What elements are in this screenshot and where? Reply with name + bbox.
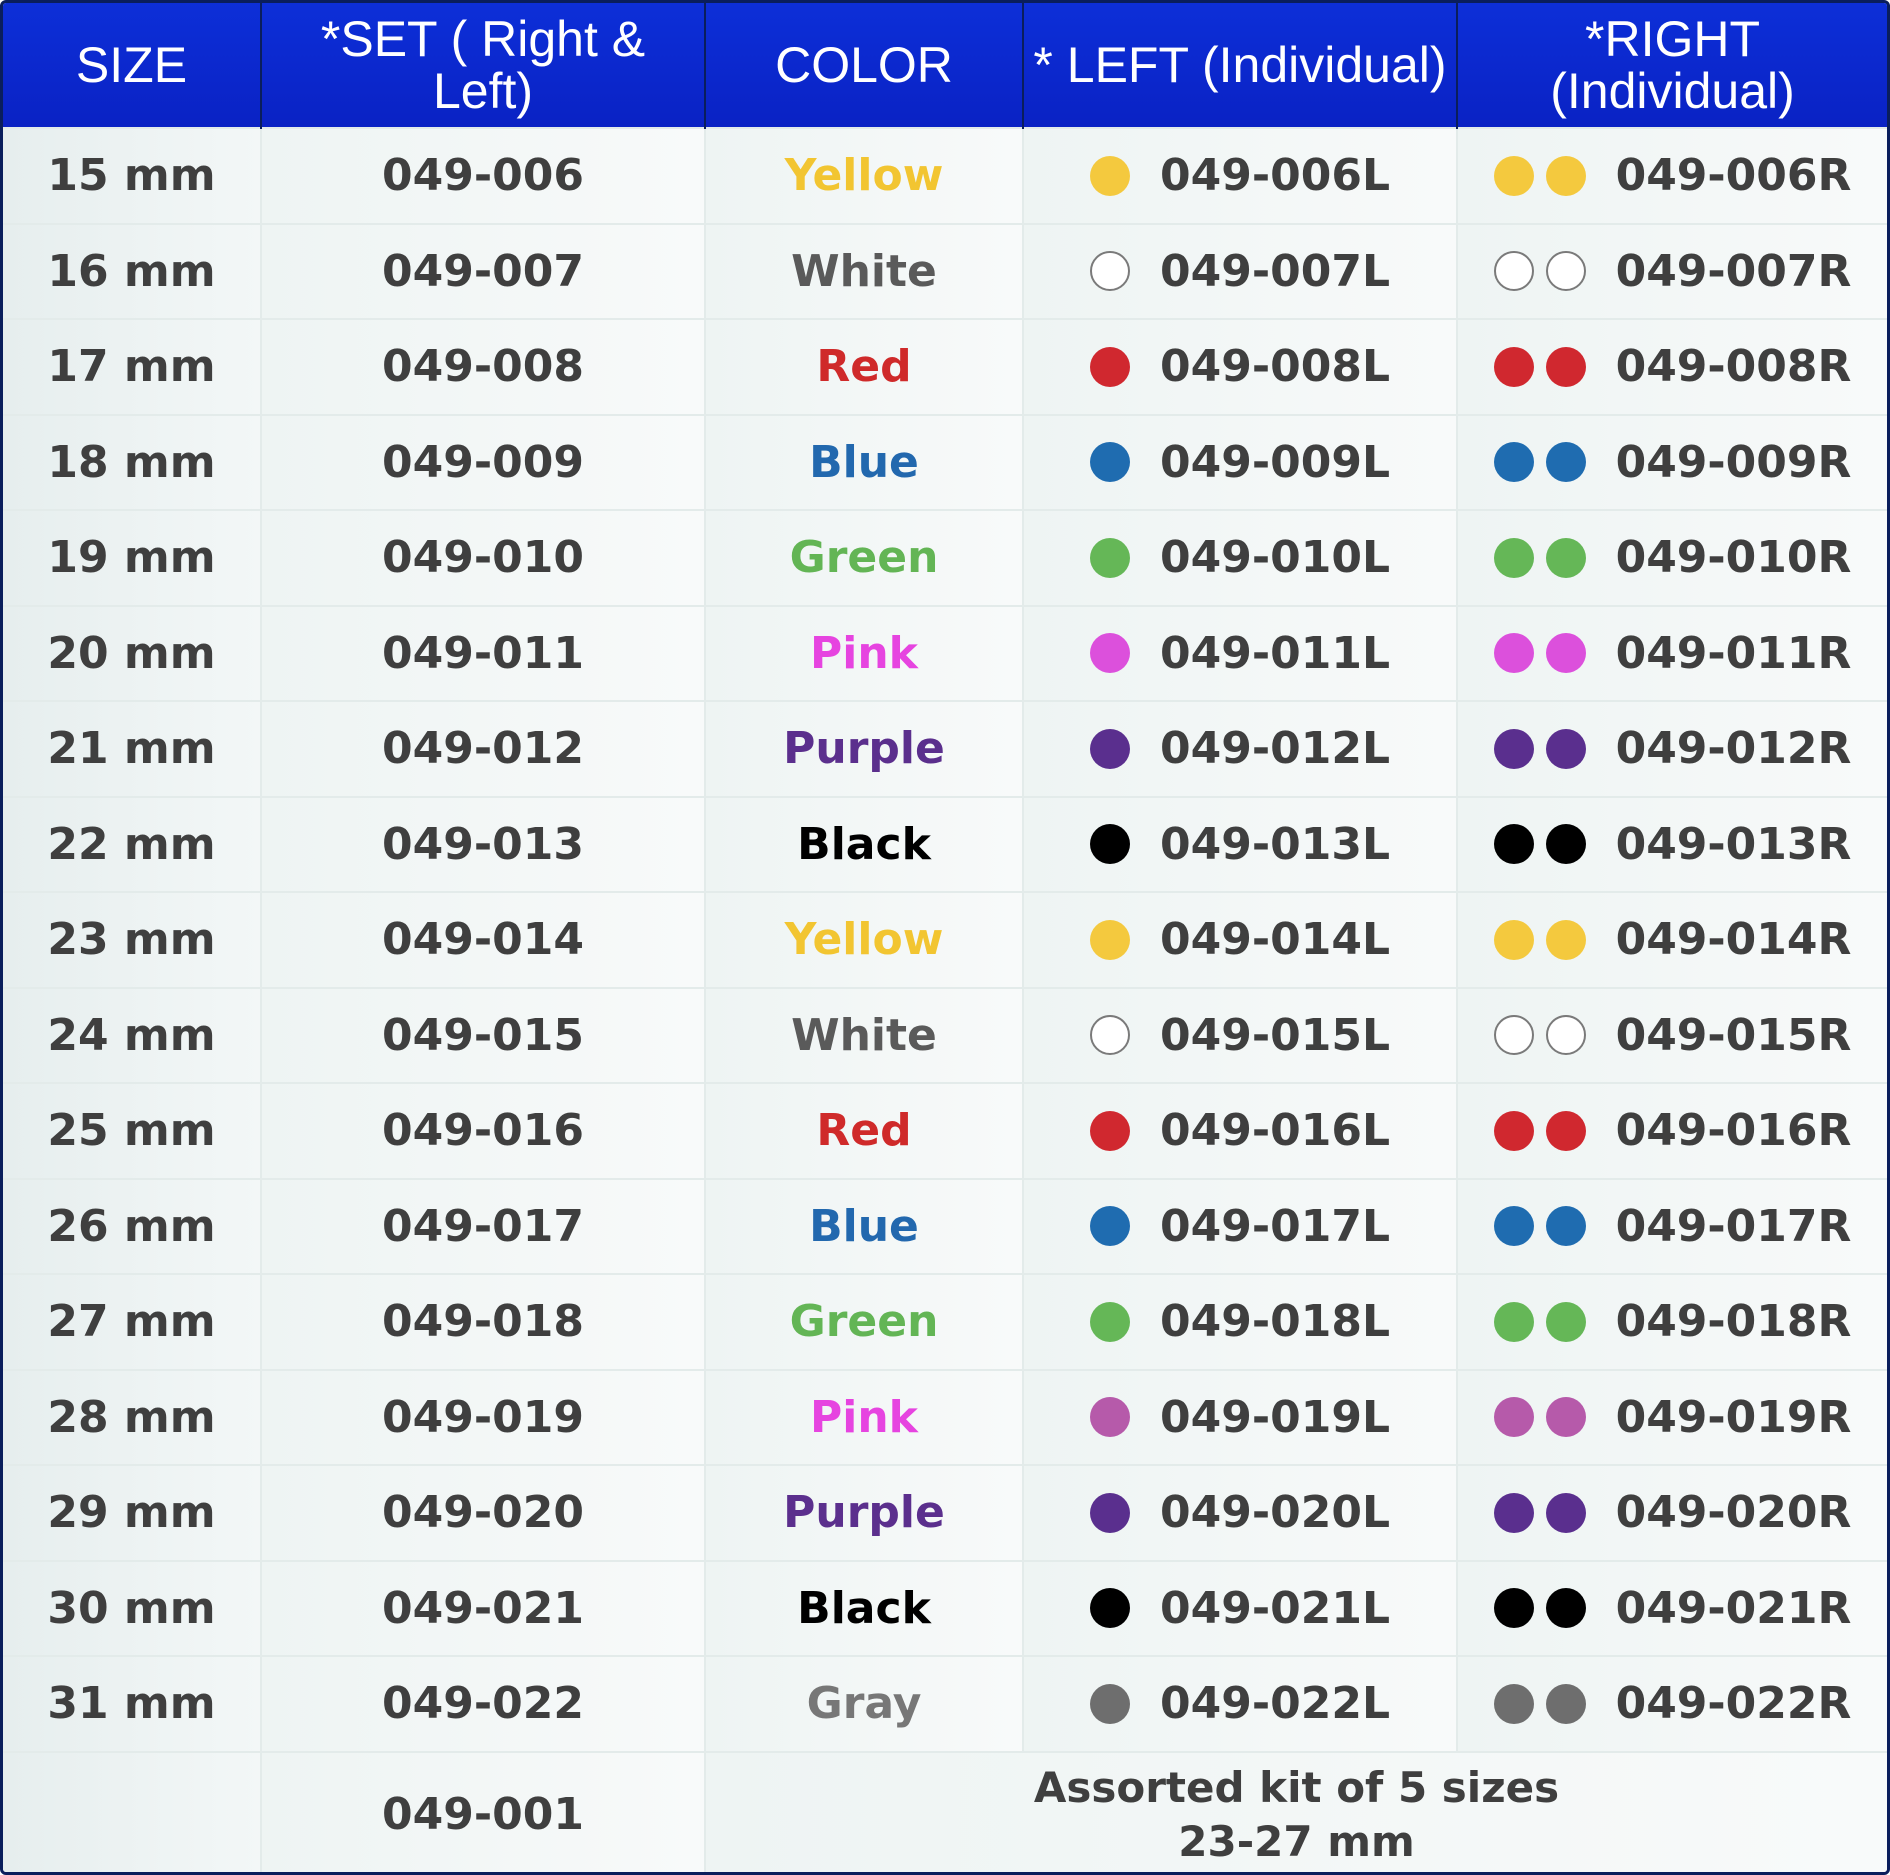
left-code-cell xyxy=(1023,1370,1457,1466)
table-row xyxy=(3,510,1887,606)
color-dot-icon xyxy=(1494,442,1534,482)
kit-description-line1: Assorted kit of 5 sizes xyxy=(1033,1762,1560,1812)
color-dot-icon xyxy=(1494,538,1534,578)
table-header-row xyxy=(3,3,1887,128)
color-dot-icon xyxy=(1090,442,1130,482)
left-code-cell xyxy=(1023,510,1457,606)
set-code-cell: 049-019 xyxy=(261,1370,705,1466)
color-name-cell: Red xyxy=(705,319,1023,415)
left-code-cell xyxy=(1023,1179,1457,1275)
color-dot-pair xyxy=(1494,1493,1586,1533)
header-left: * LEFT (Individual) xyxy=(1023,3,1457,128)
set-code-cell: 049-016 xyxy=(261,1083,705,1179)
table-row xyxy=(3,415,1887,511)
right-code-cell xyxy=(1457,797,1887,893)
color-dot-icon xyxy=(1546,156,1586,196)
set-code-cell: 049-021 xyxy=(261,1561,705,1657)
color-dot-icon xyxy=(1546,920,1586,960)
right-code: 049-012R xyxy=(1615,723,1852,775)
left-code-cell xyxy=(1023,319,1457,415)
set-code-cell: 049-018 xyxy=(261,1274,705,1370)
color-dot-icon xyxy=(1546,729,1586,769)
size-cell: 27 mm xyxy=(3,1274,261,1370)
table-row xyxy=(3,1465,1887,1561)
color-dot-icon xyxy=(1090,1493,1130,1533)
color-dot-pair xyxy=(1494,1206,1586,1246)
kit-description xyxy=(705,1752,1887,1875)
set-code-cell: 049-011 xyxy=(261,606,705,702)
color-dot-icon xyxy=(1494,1206,1534,1246)
color-dot-icon xyxy=(1546,347,1586,387)
color-name-cell: Pink xyxy=(705,1370,1023,1466)
table-row xyxy=(3,1274,1887,1370)
color-name-cell: Purple xyxy=(705,1465,1023,1561)
color-name-cell: Blue xyxy=(705,415,1023,511)
header-right: *RIGHT (Individual) xyxy=(1457,3,1887,128)
color-dot-icon xyxy=(1090,1588,1130,1628)
color-dot-icon xyxy=(1090,729,1130,769)
right-code: 049-016R xyxy=(1615,1105,1852,1157)
right-code: 049-009R xyxy=(1615,436,1852,488)
color-dot-icon xyxy=(1090,824,1130,864)
left-code-cell xyxy=(1023,1465,1457,1561)
left-code: 049-018L xyxy=(1160,1296,1390,1348)
right-code-cell xyxy=(1457,224,1887,320)
color-dot-pair xyxy=(1494,1302,1586,1342)
right-code-cell xyxy=(1457,510,1887,606)
color-name-cell: Red xyxy=(705,1083,1023,1179)
color-dot-icon xyxy=(1090,156,1130,196)
table-row xyxy=(3,224,1887,320)
header-color: COLOR xyxy=(705,3,1023,128)
color-name-cell: Yellow xyxy=(705,128,1023,224)
color-dot-pair xyxy=(1494,1684,1586,1724)
color-dot-icon xyxy=(1090,347,1130,387)
color-dot-pair xyxy=(1494,538,1586,578)
size-cell: 21 mm xyxy=(3,701,261,797)
size-cell: 31 mm xyxy=(3,1656,261,1752)
color-dot-icon xyxy=(1546,824,1586,864)
color-dot-icon xyxy=(1546,1588,1586,1628)
right-code-cell xyxy=(1457,606,1887,702)
left-code-cell xyxy=(1023,1561,1457,1657)
color-dot-icon xyxy=(1546,1684,1586,1724)
color-dot-icon xyxy=(1494,1111,1534,1151)
right-code: 049-019R xyxy=(1615,1391,1852,1443)
color-dot-icon xyxy=(1494,729,1534,769)
left-code-cell xyxy=(1023,1274,1457,1370)
color-dot-pair xyxy=(1494,920,1586,960)
color-dot-pair xyxy=(1494,1588,1586,1628)
left-code: 049-021L xyxy=(1160,1582,1390,1634)
size-cell: 24 mm xyxy=(3,988,261,1084)
left-code: 049-008L xyxy=(1160,341,1390,393)
set-code-cell: 049-008 xyxy=(261,319,705,415)
color-dot-pair xyxy=(1494,251,1586,291)
color-dot-icon xyxy=(1546,633,1586,673)
right-code: 049-008R xyxy=(1615,341,1852,393)
color-dot-pair xyxy=(1494,1397,1586,1437)
right-code-cell xyxy=(1457,1561,1887,1657)
color-dot-icon xyxy=(1546,1015,1586,1055)
size-cell: 28 mm xyxy=(3,1370,261,1466)
right-code-cell xyxy=(1457,1656,1887,1752)
right-code-cell xyxy=(1457,1274,1887,1370)
right-code-cell xyxy=(1457,1179,1887,1275)
color-name-cell: Gray xyxy=(705,1656,1023,1752)
product-code-table xyxy=(3,3,1887,1875)
right-code-cell xyxy=(1457,1465,1887,1561)
left-code-cell xyxy=(1023,128,1457,224)
color-dot-icon xyxy=(1494,1015,1534,1055)
table-row xyxy=(3,1561,1887,1657)
color-dot-icon xyxy=(1494,347,1534,387)
right-code: 049-021R xyxy=(1615,1582,1852,1634)
color-dot-icon xyxy=(1494,1588,1534,1628)
color-dot-icon xyxy=(1546,1493,1586,1533)
right-code-cell xyxy=(1457,1083,1887,1179)
size-cell: 20 mm xyxy=(3,606,261,702)
right-code: 049-018R xyxy=(1615,1296,1852,1348)
right-code-cell xyxy=(1457,1370,1887,1466)
right-code-cell xyxy=(1457,892,1887,988)
table-row xyxy=(3,988,1887,1084)
header-size: SIZE xyxy=(3,3,261,128)
color-name-cell: Black xyxy=(705,1561,1023,1657)
right-code-cell xyxy=(1457,415,1887,511)
color-dot-pair xyxy=(1494,1111,1586,1151)
table-row xyxy=(3,701,1887,797)
color-name-cell: Green xyxy=(705,1274,1023,1370)
left-code: 049-016L xyxy=(1160,1105,1390,1157)
size-cell: 22 mm xyxy=(3,797,261,893)
right-code: 049-020R xyxy=(1615,1487,1852,1539)
table-row xyxy=(3,1179,1887,1275)
color-name-cell: Purple xyxy=(705,701,1023,797)
left-code: 049-006L xyxy=(1160,150,1390,202)
color-dot-icon xyxy=(1090,1684,1130,1724)
kit-size-cell xyxy=(3,1752,261,1875)
kit-row xyxy=(3,1752,1887,1875)
color-dot-icon xyxy=(1546,442,1586,482)
left-code: 049-020L xyxy=(1160,1487,1390,1539)
size-cell: 26 mm xyxy=(3,1179,261,1275)
left-code: 049-017L xyxy=(1160,1200,1390,1252)
right-code: 049-017R xyxy=(1615,1200,1852,1252)
size-cell: 16 mm xyxy=(3,224,261,320)
left-code: 049-013L xyxy=(1160,818,1390,870)
left-code: 049-010L xyxy=(1160,532,1390,584)
color-dot-icon xyxy=(1494,156,1534,196)
color-dot-icon xyxy=(1494,633,1534,673)
right-code: 049-006R xyxy=(1615,150,1852,202)
left-code-cell xyxy=(1023,988,1457,1084)
color-name-cell: Yellow xyxy=(705,892,1023,988)
left-code-cell xyxy=(1023,701,1457,797)
color-dot-icon xyxy=(1546,1302,1586,1342)
set-code-cell: 049-006 xyxy=(261,128,705,224)
color-dot-icon xyxy=(1090,1302,1130,1342)
size-cell: 18 mm xyxy=(3,415,261,511)
color-dot-icon xyxy=(1546,538,1586,578)
size-cell: 30 mm xyxy=(3,1561,261,1657)
left-code: 049-012L xyxy=(1160,723,1390,775)
set-code-cell: 049-007 xyxy=(261,224,705,320)
color-name-cell: Pink xyxy=(705,606,1023,702)
right-code: 049-013R xyxy=(1615,818,1852,870)
set-code-cell: 049-017 xyxy=(261,1179,705,1275)
left-code-cell xyxy=(1023,415,1457,511)
right-code: 049-014R xyxy=(1615,914,1852,966)
color-dot-icon xyxy=(1090,251,1130,291)
color-dot-icon xyxy=(1090,1111,1130,1151)
size-cell: 23 mm xyxy=(3,892,261,988)
left-code-cell xyxy=(1023,797,1457,893)
set-code-cell: 049-009 xyxy=(261,415,705,511)
size-cell: 19 mm xyxy=(3,510,261,606)
color-dot-icon xyxy=(1494,1493,1534,1533)
left-code: 049-022L xyxy=(1160,1678,1390,1730)
color-dot-icon xyxy=(1494,1397,1534,1437)
left-code: 049-011L xyxy=(1160,627,1390,679)
color-name-cell: White xyxy=(705,224,1023,320)
color-dot-icon xyxy=(1090,1015,1130,1055)
left-code-cell xyxy=(1023,606,1457,702)
kit-set-code: 049-001 xyxy=(261,1752,705,1875)
left-code: 049-007L xyxy=(1160,245,1390,297)
right-code: 049-010R xyxy=(1615,532,1852,584)
color-dot-icon xyxy=(1494,251,1534,291)
right-code: 049-011R xyxy=(1615,627,1852,679)
table-row xyxy=(3,1083,1887,1179)
color-dot-icon xyxy=(1090,1397,1130,1437)
color-dot-icon xyxy=(1546,1206,1586,1246)
kit-description-line2: 23-27 mm xyxy=(1178,1816,1415,1866)
color-name-cell: Green xyxy=(705,510,1023,606)
set-code-cell: 049-015 xyxy=(261,988,705,1084)
left-code: 049-015L xyxy=(1160,1009,1390,1061)
color-dot-icon xyxy=(1546,1111,1586,1151)
color-name-cell: Blue xyxy=(705,1179,1023,1275)
color-dot-icon xyxy=(1090,538,1130,578)
left-code: 049-019L xyxy=(1160,1391,1390,1443)
table-row xyxy=(3,128,1887,224)
color-dot-icon xyxy=(1494,1302,1534,1342)
right-code-cell xyxy=(1457,319,1887,415)
color-dot-pair xyxy=(1494,633,1586,673)
color-dot-icon xyxy=(1494,824,1534,864)
size-cell: 15 mm xyxy=(3,128,261,224)
size-cell: 25 mm xyxy=(3,1083,261,1179)
size-cell: 17 mm xyxy=(3,319,261,415)
left-code-cell xyxy=(1023,1656,1457,1752)
set-code-cell: 049-020 xyxy=(261,1465,705,1561)
color-name-cell: White xyxy=(705,988,1023,1084)
color-dot-icon xyxy=(1494,1684,1534,1724)
set-code-cell: 049-010 xyxy=(261,510,705,606)
left-code-cell xyxy=(1023,224,1457,320)
color-dot-pair xyxy=(1494,729,1586,769)
table-row xyxy=(3,319,1887,415)
table-row xyxy=(3,1656,1887,1752)
set-code-cell: 049-022 xyxy=(261,1656,705,1752)
table-row xyxy=(3,892,1887,988)
color-dot-icon xyxy=(1090,920,1130,960)
color-dot-pair xyxy=(1494,442,1586,482)
color-dot-icon xyxy=(1546,251,1586,291)
color-dot-pair xyxy=(1494,824,1586,864)
right-code: 049-015R xyxy=(1615,1009,1852,1061)
set-code-cell: 049-012 xyxy=(261,701,705,797)
color-dot-icon xyxy=(1090,1206,1130,1246)
table-row xyxy=(3,1370,1887,1466)
color-dot-icon xyxy=(1546,1397,1586,1437)
table-row xyxy=(3,606,1887,702)
color-dot-pair xyxy=(1494,347,1586,387)
left-code: 049-009L xyxy=(1160,436,1390,488)
right-code-cell xyxy=(1457,988,1887,1084)
table-body xyxy=(3,128,1887,1875)
size-cell: 29 mm xyxy=(3,1465,261,1561)
color-dot-icon xyxy=(1494,920,1534,960)
right-code: 049-007R xyxy=(1615,245,1852,297)
color-name-cell: Black xyxy=(705,797,1023,893)
right-code-cell xyxy=(1457,701,1887,797)
color-dot-pair xyxy=(1494,156,1586,196)
header-set: *SET ( Right & Left) xyxy=(261,3,705,128)
left-code-cell xyxy=(1023,892,1457,988)
set-code-cell: 049-013 xyxy=(261,797,705,893)
left-code: 049-014L xyxy=(1160,914,1390,966)
left-code-cell xyxy=(1023,1083,1457,1179)
set-code-cell: 049-014 xyxy=(261,892,705,988)
right-code: 049-022R xyxy=(1615,1678,1852,1730)
table-row xyxy=(3,797,1887,893)
right-code-cell xyxy=(1457,128,1887,224)
color-dot-pair xyxy=(1494,1015,1586,1055)
color-dot-icon xyxy=(1090,633,1130,673)
